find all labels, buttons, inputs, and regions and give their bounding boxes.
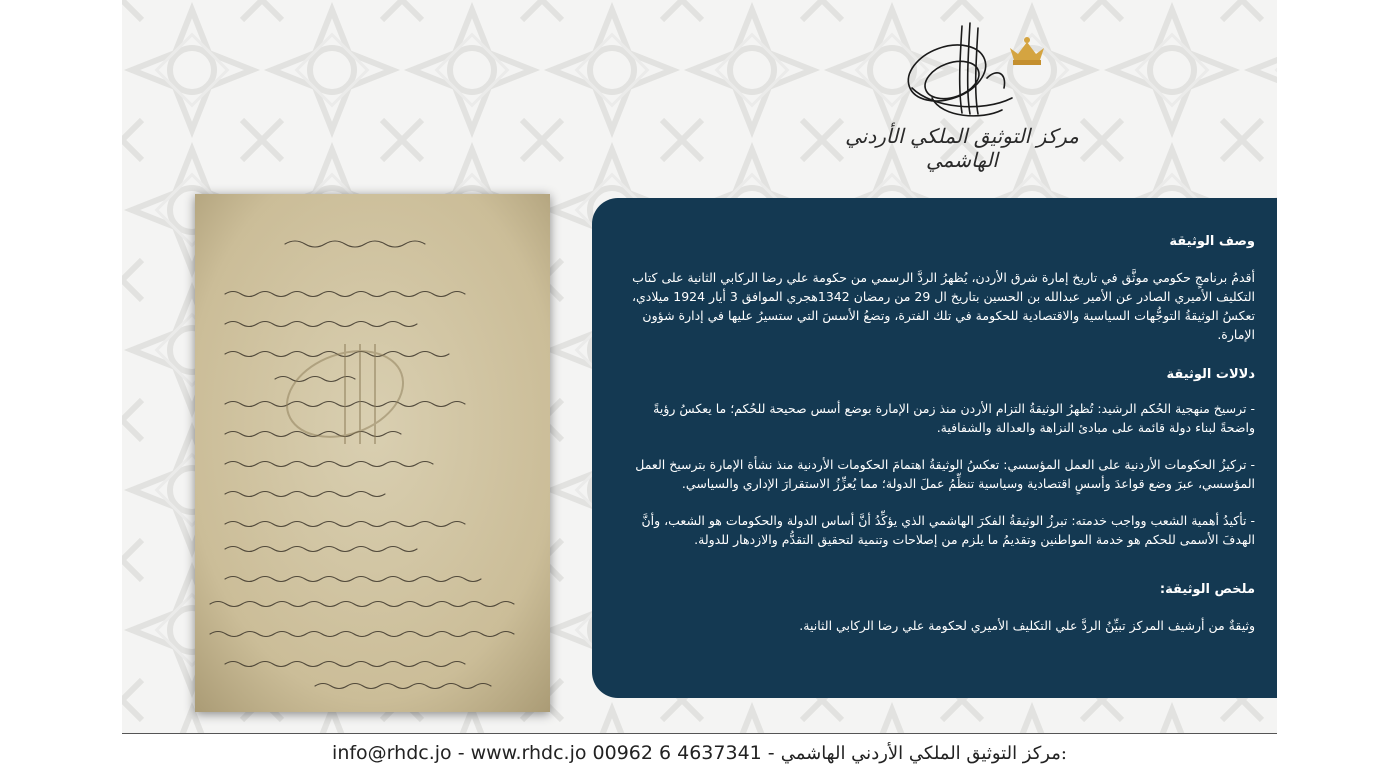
footer-separator: - — [451, 742, 471, 764]
logo-wordmark: مركز التوثيق الملكي الأردني الهاشمي — [845, 124, 1079, 172]
summary-text: وثيقةٌ من أرشيف المركز تبيِّنُ الردَّ علي التكليف الأميري لحكومة علي رضا الركابي الثانية. — [799, 618, 1255, 633]
footer-email[interactable]: info@rhdc.jo — [332, 742, 452, 764]
significance-heading: دلالات الوثيقة — [1166, 367, 1255, 382]
page-canvas — [122, 0, 1277, 733]
footer-org-name: مركز التوثيق الملكي الأردني الهاشمي: — [780, 743, 1067, 764]
summary-heading: ملخص الوثيقة: — [1159, 582, 1255, 597]
description-text: أقدمُ برنامجٍ حكومي موثَّق في تاريخ إمارة شرق الأردن، يُظهرُ الردَّ الرسمي من حكومة علي رضا الركابي الثانية على كتاب التكليف الأميري الصادر عن الأمير عبدالله بن الحسين بتاريخ ال 29 من رمضان 1342هجري الموافق 3 أيار 1924 ميلادي، تعكسُ الوثيقةُ التوجُّهات السياسية والاقتصادية للحكومة في تلك الفترة، وتضعُ الأسسَ التي ستسيرُ عليها في إدارة شؤون الإمارة. — [631, 270, 1255, 342]
significance-item: - تأكيدُ أهمية الشعب وواجب خدمته: تبرزُ الوثيقةُ الفكرَ الهاشمي الذي يؤكِّدُ أنَّ أساس الدولة والحكومات هو الشعب، وأنَّ الهدفَ الأسمى للحكم هو خدمة المواطنين وتقديمُ ما يلزم من إصلاحات وتنمية لتحقيق التقدُّم والازدهار للدولة. — [641, 513, 1255, 547]
historical-document-image — [195, 194, 550, 712]
footer-website[interactable]: www.rhdc.jo — [470, 742, 587, 764]
footer-contact — [122, 737, 1277, 773]
document-description-panel — [592, 198, 1277, 698]
crown-icon — [1010, 37, 1044, 65]
significance-item: - تركيزُ الحكومات الأردنية على العمل المؤسسي: تعكسُ الوثيقةُ اهتمامَ الحكومات الأردنية منذ نشأة الإمارة بترسيخ العمل المؤسسي، عبرَ وضع قواعدَ وأسسٍ اقتصادية وسياسية تنظِّمُ عملَ الدولة؛ مما يُعزِّزُ الاستقرارَ الإداري والسياسي. — [635, 457, 1255, 491]
footer-separator: - — [767, 742, 781, 764]
footer-phone: 00962 6 4637341 — [586, 742, 768, 764]
footer-divider — [122, 733, 1277, 734]
description-heading: وصف الوثيقة — [1169, 234, 1255, 249]
significance-item: - ترسيخ منهجية الحُكم الرشيد: تُظهرُ الوثيقةُ التزام الأردن منذ زمن الإمارة بوضع أسس صحيحة للحُكم؛ ما يعكسُ رؤيةً واضحةً لبناء دولة قائمة على مبادئ النزاهة والعدالة والشفافية. — [653, 401, 1255, 435]
